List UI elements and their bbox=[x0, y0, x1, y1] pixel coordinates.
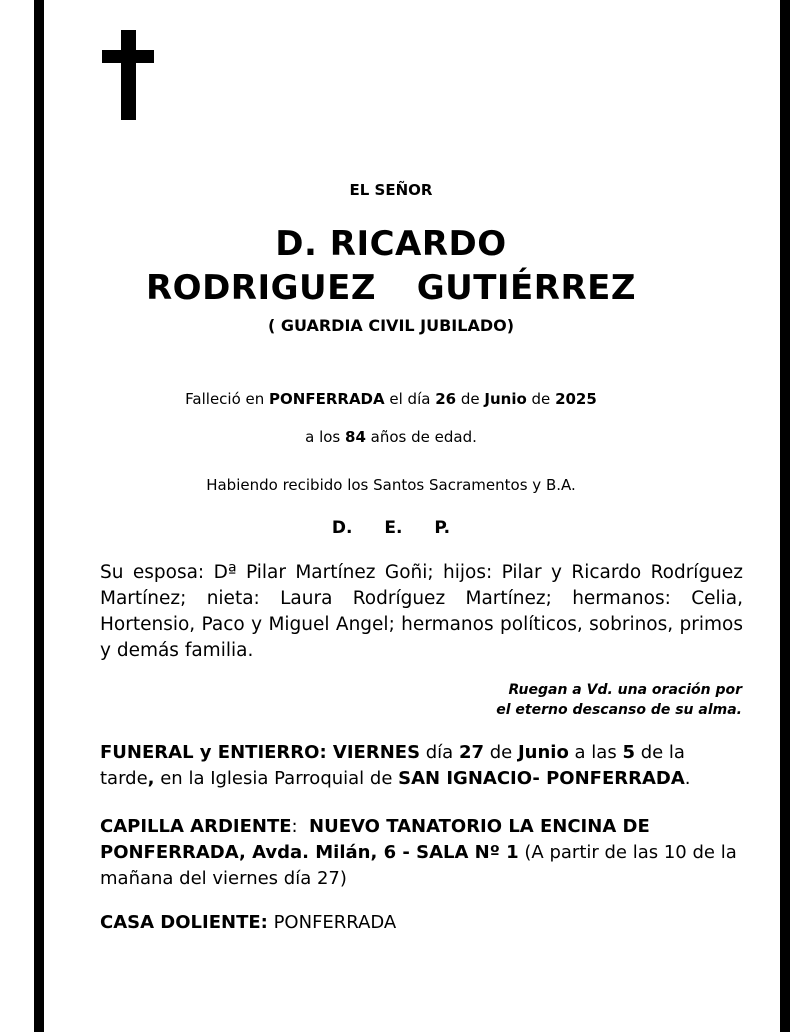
death-notice: Falleció en PONFERRADA el día 26 de Junio de 2025 bbox=[185, 390, 597, 408]
death-day: 26 bbox=[435, 390, 457, 408]
family-list: Su esposa: Dª Pilar Martínez Goñi; hijos: Pilar y Ricardo Rodríguez Martínez; nieta: Laura Rodríguez Martínez; hermanos: Celia, Hortensio, Paco y Miguel Angel; hermanos políticos, sobrinos, primos y demás familia. bbox=[100, 562, 743, 661]
mourning-house: CASA DOLIENTE: PONFERRADA bbox=[100, 912, 397, 933]
age-line: a los 84 años de edad. bbox=[305, 428, 477, 446]
death-month: Junio bbox=[484, 390, 527, 408]
wake-info: CAPILLA ARDIENTE: NUEVO TANATORIO LA ENCINA DE PONFERRADA, Avda. Milán, 6 - SALA Nº 1 (A partir de las 10 de la mañana del viernes día 27) bbox=[100, 816, 737, 889]
funeral-info: FUNERAL y ENTIERRO: VIERNES día 27 de Junio a las 5 de la tarde, en la Iglesia Parroquial de SAN IGNACIO- PONFERRADA. bbox=[100, 742, 691, 789]
deceased-name-line2: RODRIGUEZ GUTIÉRREZ bbox=[145, 268, 637, 308]
prayer-request: Ruegan a Vd. una oración por el eterno descanso de su alma. bbox=[496, 682, 742, 718]
occupation: ( GUARDIA CIVIL JUBILADO) bbox=[267, 316, 515, 335]
dep-initials: D. E. P. bbox=[331, 518, 451, 538]
honorific-title: EL SEÑOR bbox=[349, 181, 433, 199]
sacraments-line: Habiendo recibido los Santos Sacramentos y B.A. bbox=[206, 476, 576, 494]
age-value: 84 bbox=[345, 428, 366, 446]
death-place: PONFERRADA bbox=[269, 390, 385, 408]
deceased-name-line1: D. RICARDO bbox=[275, 224, 507, 264]
death-year: 2025 bbox=[555, 390, 597, 408]
cross-icon bbox=[102, 30, 154, 120]
